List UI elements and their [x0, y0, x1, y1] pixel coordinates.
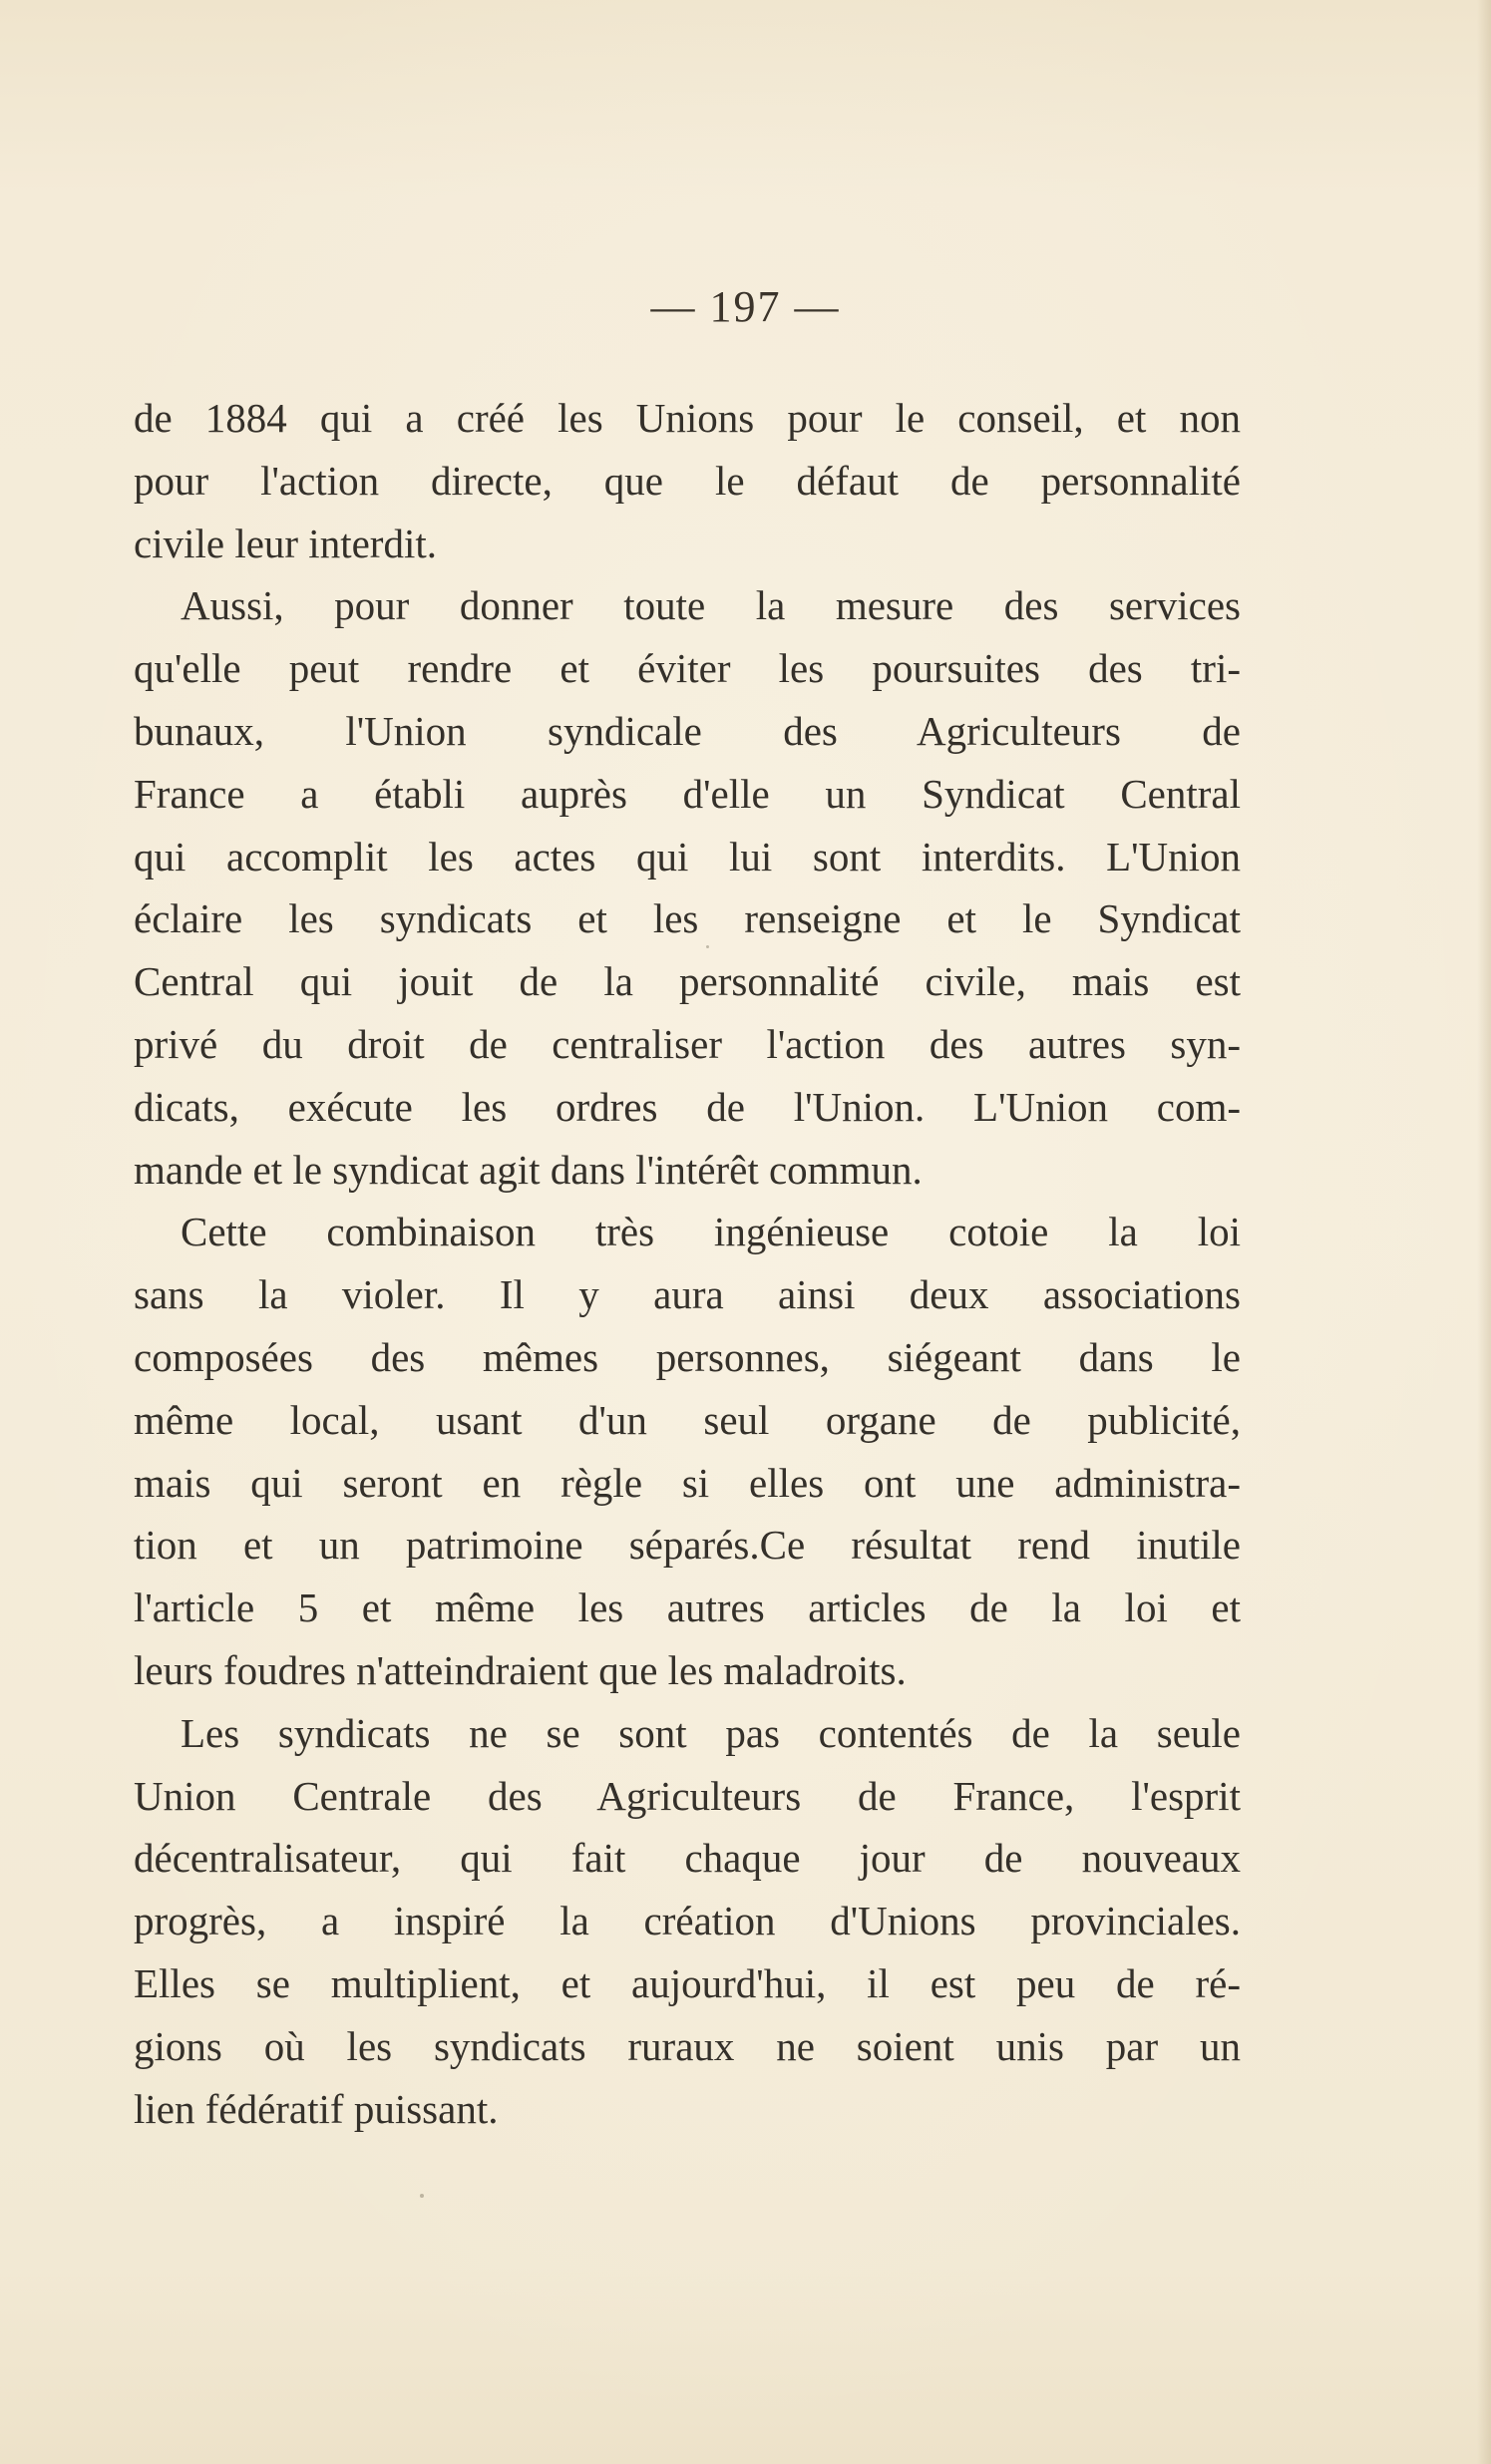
body-text: [134, 387, 1241, 2140]
text-line: France a établi auprès d'elle un Syndicat Central: [134, 770, 1241, 817]
text-line: sans la violer. Il y aura ainsi deux associations: [134, 1271, 1241, 1318]
text-line: bunaux, l'Union syndicale des Agriculteurs de: [134, 707, 1241, 754]
text-line: l'article 5 et même les autres articles de la loi et: [134, 1584, 1241, 1631]
text-line: mande et le syndicat agit dans l'intérêt commun.: [134, 1146, 923, 1193]
text-line: lien fédératif puissant.: [134, 2085, 499, 2132]
text-line: Union Centrale des Agriculteurs de France, l'esprit: [134, 1772, 1241, 1819]
text-line: Aussi, pour donner toute la mesure des services: [181, 582, 1241, 629]
text-line: leurs foudres n'atteindraient que les maladroits.: [134, 1646, 907, 1693]
text-line: mais qui seront en règle si elles ont une administra-: [134, 1459, 1241, 1506]
text-line: pour l'action directe, que le défaut de personnalité: [134, 457, 1241, 504]
text-line: composées des mêmes personnes, siégeant dans le: [134, 1333, 1241, 1380]
paper-fleck: [420, 2194, 424, 2198]
text-line: décentralisateur, qui fait chaque jour de nouveaux: [134, 1835, 1241, 1882]
text-line: éclaire les syndicats et les renseigne et le Syndicat: [134, 895, 1241, 942]
text-line: qu'elle peut rendre et éviter les poursuites des tri-: [134, 645, 1241, 692]
text-line: Cette combinaison très ingénieuse cotoie la loi: [181, 1209, 1241, 1255]
paper-fleck: [706, 945, 709, 948]
text-line: même local, usant d'un seul organe de publicité,: [134, 1396, 1241, 1443]
page-edge-shadow: [1477, 0, 1491, 2464]
text-line: civile leur interdit.: [134, 520, 437, 566]
text-line: privé du droit de centraliser l'action des autres syn-: [134, 1020, 1241, 1067]
text-line: Elles se multiplient, et aujourd'hui, il est peu de ré-: [134, 1959, 1241, 2006]
text-line: Central qui jouit de la personnalité civile, mais est: [134, 958, 1241, 1005]
text-line: dicats, exécute les ordres de l'Union. L'Union com-: [134, 1083, 1241, 1130]
text-line: gions où les syndicats ruraux ne soient unis par un: [134, 2022, 1241, 2069]
text-line: de 1884 qui a créé les Unions pour le conseil, et non: [134, 395, 1241, 441]
text-line: qui accomplit les actes qui lui sont interdits. L'Union: [134, 833, 1241, 880]
text-line: tion et un patrimoine séparés.Ce résultat rend inutile: [134, 1522, 1241, 1569]
page-number: — 197 —: [650, 282, 841, 331]
text-line: progrès, a inspiré la création d'Unions provinciales.: [134, 1898, 1241, 1944]
text-line: Les syndicats ne se sont pas contentés de la seule: [181, 1709, 1241, 1756]
